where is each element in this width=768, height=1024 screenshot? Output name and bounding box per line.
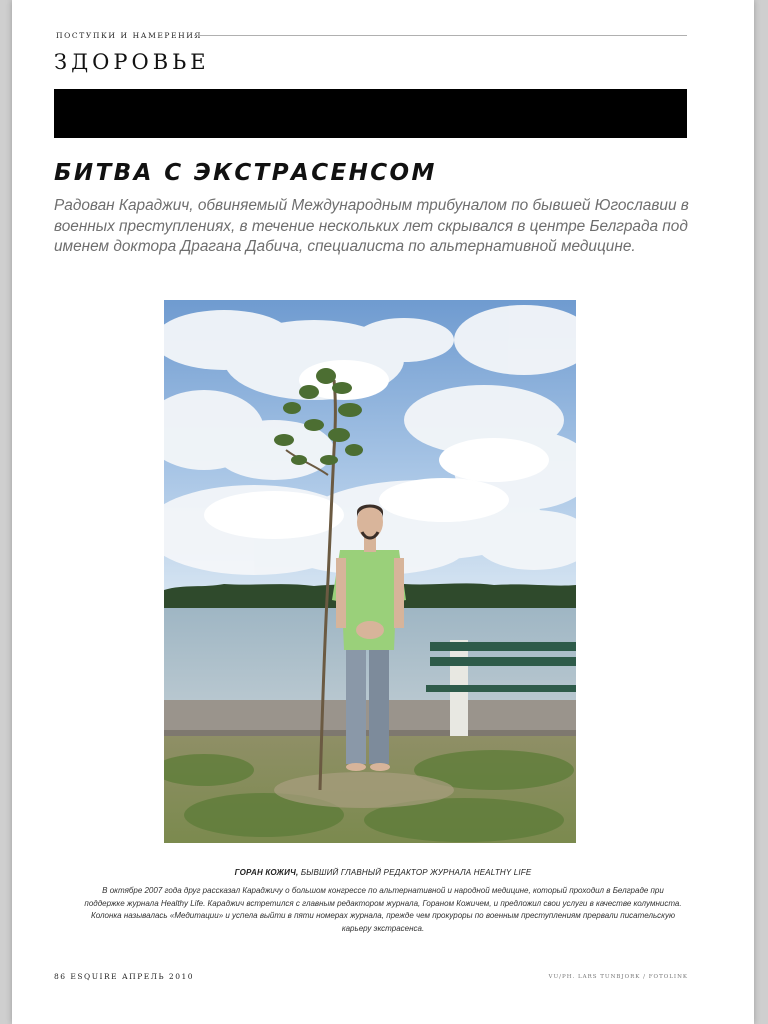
caption-name: ГОРАН КОЖИЧ, — [234, 868, 299, 877]
page-folio: 86 ESQUIRE АПРЕЛЬ 2010 — [54, 972, 195, 981]
photo-caption-title — [12, 868, 754, 877]
article-lead: Радован Караджич, обвиняемый Международным трибуналом по бывшей Югославии в военных преступлениях, в течение нескольких лет скрывался в центре Белграда под именем доктора Драгана Дабича, специалиста по альтернативной медицине. — [54, 197, 689, 255]
photo-caption-body: В октябре 2007 года друг рассказал Караджичу о большом конгрессе по альтернативной и народной медицине, который проходил в Белграде при поддержке журнала Healthy Life. Караджич встретился с главным редактором журнала, Гораном Кожичем, и предложил свои услуги в качестве колумниста. Колонка называлась «Медитации» и успела выйти в пяти номерах журнала, прежде чем прокуроры по военным преступлениям прервали писательскую карьеру экстрасенса. — [84, 886, 682, 933]
article-headline: БИТВА С ЭКСТРАСЕНСОМ — [54, 160, 437, 186]
section-kicker: ПОСТУПКИ И НАМЕРЕНИЯ — [56, 31, 203, 40]
caption-role: БЫВШИЙ ГЛАВНЫЙ РЕДАКТОР ЖУРНАЛА HEALTHY LIFE — [300, 868, 532, 877]
section-title: ЗДОРОВЬЕ — [54, 50, 210, 74]
article-photo — [164, 300, 576, 843]
kicker-divider — [194, 35, 687, 36]
photo-credit: VU/PH. LARS TUNBJORK / FOTOLINK — [548, 974, 688, 980]
black-banner — [54, 89, 687, 138]
magazine-page — [12, 0, 754, 1024]
